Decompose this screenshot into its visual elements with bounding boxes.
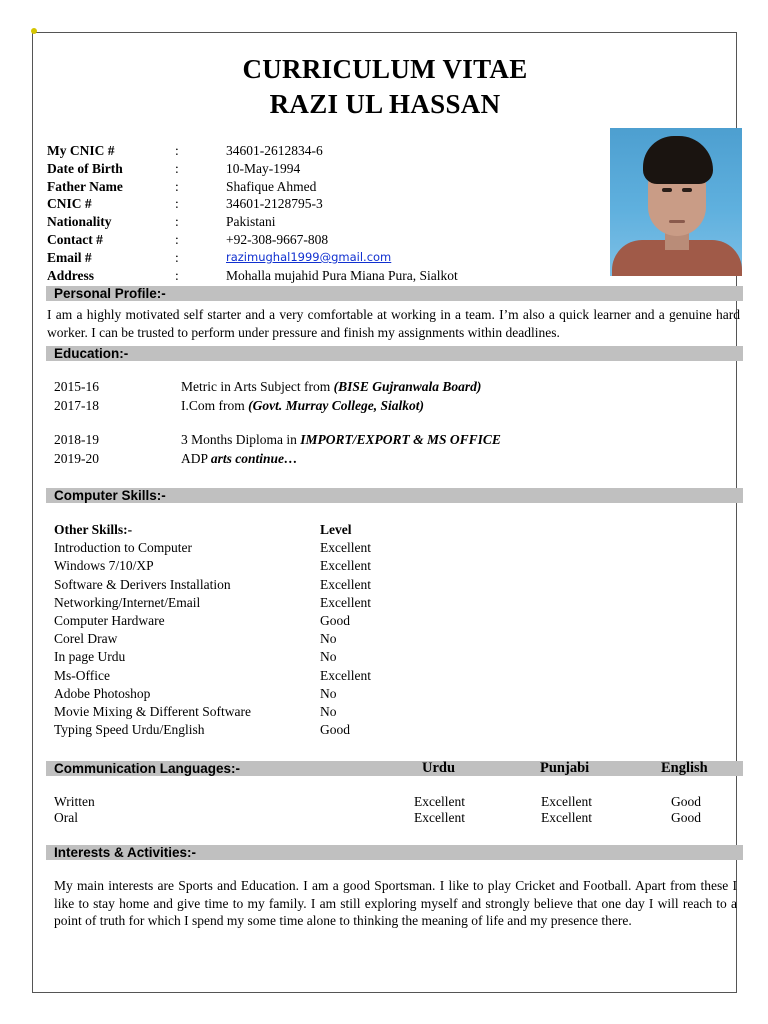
skill-name: Computer Hardware <box>54 613 165 629</box>
skill-row <box>54 721 371 739</box>
info-colon: : <box>175 196 179 212</box>
info-colon: : <box>175 178 179 194</box>
info-colon: : <box>175 214 179 230</box>
skill-name: In page Urdu <box>54 649 126 665</box>
language-level: Good <box>671 810 701 825</box>
language-row-label: Oral <box>54 810 78 825</box>
skill-level: Excellent <box>320 540 371 556</box>
section-personal-profile <box>46 286 743 301</box>
info-colon: : <box>175 267 179 283</box>
photo-mouth <box>669 220 685 223</box>
language-level: Excellent <box>541 794 592 809</box>
info-label: Nationality <box>47 214 112 230</box>
section-education <box>46 346 743 361</box>
skill-level: Excellent <box>320 576 371 592</box>
info-value: 10-May-1994 <box>226 160 301 176</box>
education-row <box>54 379 481 395</box>
skills-header-name: Other Skills:- <box>54 522 133 537</box>
info-label: Father Name <box>47 178 123 194</box>
info-label: Date of Birth <box>47 160 123 176</box>
photo-eye <box>682 188 692 192</box>
skill-level: Excellent <box>320 558 371 574</box>
info-label: Contact # <box>47 231 103 247</box>
education-institution: (Govt. Murray College, Sialkot) <box>248 398 424 413</box>
education-institution: arts continue… <box>210 451 298 466</box>
education-year: 2017-18 <box>54 398 99 413</box>
skill-name: Typing Speed Urdu/English <box>54 722 205 738</box>
interests-text: My main interests are Sports and Education. I am a good Sportsman. I like to play Cricket and Football. Apart from these I like to stay home and give time to my family. I am still exploring myself and strongly believe that one day I will reach to a point of truth for which I spend my some time alone to thinking the meaning of life and my presence there. <box>54 878 737 928</box>
corner-marker <box>31 28 37 34</box>
document-title: CURRICULUM VITAE <box>242 54 528 84</box>
skill-level: Good <box>320 722 350 738</box>
skill-row <box>54 539 371 557</box>
info-colon: : <box>175 249 179 265</box>
skill-level: No <box>320 649 337 665</box>
skill-name: Software & Derivers Installation <box>54 576 231 592</box>
section-heading: Communication Languages:- <box>54 761 241 776</box>
education-text: I.Com from <box>181 398 249 413</box>
education-year: 2019-20 <box>54 451 99 466</box>
education-row <box>54 432 501 448</box>
education-text: ADP <box>181 451 211 466</box>
info-value: +92-308-9667-808 <box>226 231 329 247</box>
email-link[interactable]: razimughal1999@gmail.com <box>226 249 392 264</box>
education-text: 3 Months Diploma in <box>181 432 301 447</box>
info-row-address <box>47 267 546 285</box>
section-interests <box>46 845 743 860</box>
education-desc <box>181 379 481 395</box>
photo-eye <box>662 188 672 192</box>
skills-table <box>54 521 371 739</box>
language-column-urdu: Urdu <box>422 760 456 776</box>
info-colon: : <box>175 160 179 176</box>
skill-level: Excellent <box>320 594 371 610</box>
education-year: 2015-16 <box>54 379 99 394</box>
info-row-father-name <box>47 178 546 196</box>
info-label: My CNIC # <box>47 143 115 158</box>
section-heading: Computer Skills:- <box>54 488 166 503</box>
section-heading: Education:- <box>54 346 129 361</box>
education-institution: IMPORT/EXPORT & MS OFFICE <box>300 432 501 447</box>
info-row-nationality <box>47 213 546 231</box>
skill-level: No <box>320 704 337 720</box>
candidate-name: RAZI UL HASSAN <box>269 89 501 119</box>
info-row-cnic <box>47 142 546 160</box>
education-desc <box>181 398 424 414</box>
skill-name: Windows 7/10/XP <box>54 558 154 574</box>
info-colon: : <box>175 231 179 247</box>
info-colon: : <box>175 143 179 158</box>
skill-row <box>54 594 371 612</box>
info-label: Email # <box>47 249 92 265</box>
skill-level: Good <box>320 613 350 629</box>
language-column-english: English <box>661 760 708 776</box>
skill-row <box>54 630 371 648</box>
skill-row <box>54 667 371 685</box>
education-row <box>54 451 298 467</box>
info-row-father-cnic <box>47 195 546 213</box>
language-level: Good <box>671 794 701 809</box>
language-row-label: Written <box>54 794 95 809</box>
section-computer-skills <box>46 488 743 503</box>
skill-name: Adobe Photoshop <box>54 685 151 701</box>
info-value: Pakistani <box>226 214 276 230</box>
language-column-punjabi: Punjabi <box>540 760 590 776</box>
section-languages <box>46 761 743 776</box>
language-level: Excellent <box>414 794 465 809</box>
education-desc <box>181 432 501 448</box>
skill-row <box>54 703 371 721</box>
skill-name: Networking/Internet/Email <box>54 594 201 610</box>
profile-text: I am a highly motivated self starter and a very comfortable at working in a team. I’m also a quick learner and a genuine hard worker. I can be trusted to perform under pressure and finish my assignments within deadlines. <box>47 307 740 340</box>
section-heading: Personal Profile:- <box>54 286 166 301</box>
skill-row <box>54 576 371 594</box>
photo-hair <box>643 136 713 184</box>
skill-name: Ms-Office <box>54 667 110 683</box>
skill-name: Introduction to Computer <box>54 540 192 556</box>
education-desc <box>181 451 298 467</box>
info-value: 34601-2128795-3 <box>226 196 323 212</box>
education-row <box>54 398 424 414</box>
skill-row <box>54 648 371 666</box>
skill-name: Movie Mixing & Different Software <box>54 704 251 720</box>
skill-level: No <box>320 685 337 701</box>
skill-name: Corel Draw <box>54 631 118 647</box>
language-level: Excellent <box>414 810 465 825</box>
info-row-contact <box>47 231 546 249</box>
education-year: 2018-19 <box>54 432 99 447</box>
info-value: 34601-2612834-6 <box>226 143 323 158</box>
skills-header-row <box>54 521 371 539</box>
skills-header-level: Level <box>320 522 352 537</box>
info-row-dob <box>47 160 546 178</box>
info-label: Address <box>47 267 95 283</box>
info-label: CNIC # <box>47 196 92 212</box>
info-row-email <box>47 249 546 267</box>
info-value: Shafique Ahmed <box>226 178 317 194</box>
personal-info-table <box>47 142 546 284</box>
education-text: Metric in Arts Subject from <box>181 379 334 394</box>
skill-row <box>54 557 371 575</box>
education-institution: (BISE Gujranwala Board) <box>333 379 482 394</box>
language-level: Excellent <box>541 810 592 825</box>
skill-row <box>54 685 371 703</box>
skill-level: No <box>320 631 337 647</box>
profile-photo <box>610 128 742 276</box>
section-heading: Interests & Activities:- <box>54 845 197 860</box>
info-value: Mohalla mujahid Pura Miana Pura, Sialkot <box>226 267 458 283</box>
skill-row <box>54 612 371 630</box>
skill-level: Excellent <box>320 667 371 683</box>
